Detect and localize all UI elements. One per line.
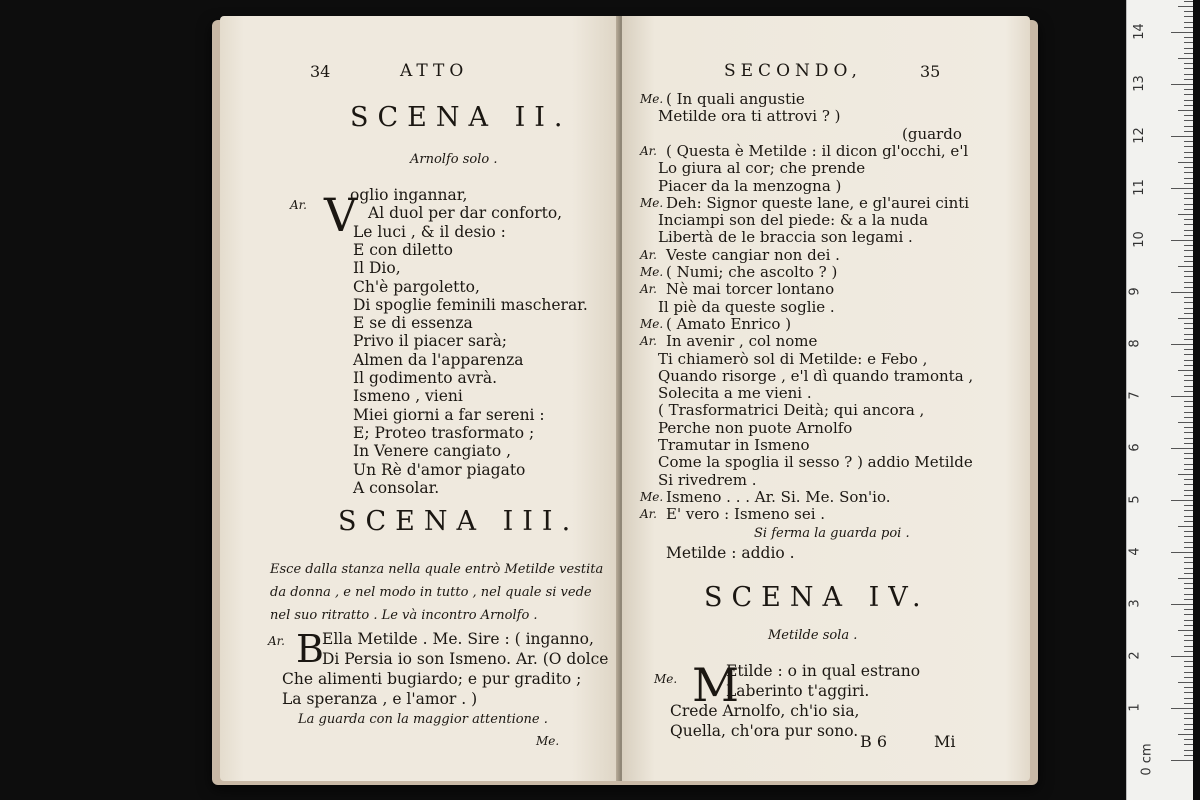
ruler-tick	[1184, 115, 1193, 116]
ruler-tick	[1184, 547, 1193, 548]
ruler-tick	[1184, 178, 1193, 179]
drop-cap-b: B	[296, 627, 324, 671]
ruler-label: 4	[1127, 547, 1143, 556]
ruler-tick	[1184, 432, 1193, 433]
ruler-tick	[1171, 760, 1193, 761]
ruler-tick	[1184, 609, 1193, 610]
dialogue-line: Ismeno . . . Ar. Si. Me. Son'io.	[666, 487, 891, 506]
speaker-tag: Ar.	[290, 198, 307, 212]
verse-line: Le luci , & il desio :	[353, 222, 506, 241]
ruler-tick	[1184, 443, 1193, 444]
right-page-number: 35	[920, 62, 941, 81]
ruler-tick	[1171, 84, 1193, 85]
speaker-tag: Ar.	[640, 247, 657, 262]
direction-line: Esce dalla stanza nella quale entrò Metilde vestita	[270, 562, 604, 577]
ruler-tick	[1178, 630, 1193, 631]
verse-line: Miei giorni a far sereni :	[353, 405, 545, 424]
ruler-tick	[1184, 100, 1193, 101]
ruler-tick	[1184, 516, 1193, 517]
ruler-tick	[1178, 214, 1193, 215]
ruler-tick	[1184, 141, 1193, 142]
ruler-tick	[1184, 256, 1193, 257]
scene-3-closing-direction: La guarda con la maggior attentione .	[298, 712, 548, 727]
ruler-tick	[1184, 661, 1193, 662]
ruler-tick	[1184, 1, 1193, 2]
ruler-tick	[1184, 724, 1193, 725]
ruler-label: 7	[1127, 391, 1143, 400]
ruler-tick	[1178, 578, 1193, 579]
ruler-tick	[1184, 542, 1193, 543]
ruler-tick	[1184, 224, 1193, 225]
verse-line: E con diletto	[353, 240, 453, 259]
direction-line: da donna , e nel modo in tutto , nel quale si vede	[270, 585, 592, 600]
scene-2-title: SCENA II.	[350, 102, 572, 133]
ruler-tick	[1184, 302, 1193, 303]
ruler-tick	[1184, 68, 1193, 69]
ruler-tick	[1171, 292, 1193, 293]
ruler-tick	[1184, 183, 1193, 184]
scene-4-direction: Metilde sola .	[768, 628, 858, 643]
speaker-tag: Me.	[640, 316, 664, 331]
ruler-tick	[1184, 588, 1193, 589]
verse-line: Crede Arnolfo, ch'io sia,	[670, 702, 860, 720]
speaker-tag: Me.	[640, 195, 664, 210]
dialogue-line: Veste cangiar non dei .	[666, 245, 840, 264]
ruler-tick	[1184, 484, 1193, 485]
ruler-tick	[1184, 297, 1193, 298]
ruler-tick	[1184, 635, 1193, 636]
verse-line: Quella, ch'ora pur sono.	[670, 722, 859, 740]
ruler-tick	[1184, 323, 1193, 324]
ruler-tick	[1184, 157, 1193, 158]
dialogue-line: In avenir , col nome	[666, 332, 818, 351]
ruler-label: 5	[1127, 495, 1143, 504]
verse-line: Di spoglie feminili mascherar.	[353, 295, 588, 314]
ruler-tick	[1171, 240, 1193, 241]
verse-line: Laberinto t'aggiri.	[726, 682, 870, 700]
verse-line: Di Persia io son Ismeno. Ar. (O dolce	[322, 650, 609, 668]
ruler-tick	[1171, 708, 1193, 709]
dialogue-line: ( Trasformatrici Deità; qui ancora ,	[658, 401, 925, 420]
dialogue-line: Come la spoglia il sesso ? ) addio Metilde	[658, 453, 973, 472]
ruler-tick	[1184, 698, 1193, 699]
stage-direction: Si ferma la guarda poi .	[754, 526, 910, 541]
ruler-tick	[1171, 448, 1193, 449]
ruler-label: 10	[1131, 231, 1147, 248]
ruler-tick	[1184, 687, 1193, 688]
ruler-tick	[1184, 230, 1193, 231]
ruler-tick	[1184, 677, 1193, 678]
ruler-tick	[1178, 734, 1193, 735]
left-running-header: ATTO	[400, 61, 469, 81]
ruler-tick	[1184, 739, 1193, 740]
ruler-tick	[1184, 599, 1193, 600]
ruler-tick	[1171, 500, 1193, 501]
dialogue-line: Metilde ora ti attrovi ? )	[658, 107, 841, 126]
ruler-tick	[1184, 204, 1193, 205]
ruler-tick	[1184, 614, 1193, 615]
left-page	[220, 16, 620, 781]
ruler-tick	[1184, 313, 1193, 314]
ruler-tick	[1184, 152, 1193, 153]
ruler-tick	[1178, 474, 1193, 475]
ruler-tick	[1178, 266, 1193, 267]
catchword: Mi	[934, 732, 956, 751]
ruler-tick	[1171, 344, 1193, 345]
dialogue-line: Piacer da la menzogna )	[658, 176, 842, 195]
ruler-tick	[1184, 718, 1193, 719]
right-page	[622, 16, 1030, 781]
ruler-tick	[1184, 308, 1193, 309]
ruler-tick	[1184, 339, 1193, 340]
ruler-tick	[1184, 672, 1193, 673]
ruler-tick	[1184, 334, 1193, 335]
speaker-tag: Ar.	[640, 334, 657, 349]
direction-line: nel suo ritratto . Le và incontro Arnolfo .	[270, 608, 538, 623]
ruler-tick	[1184, 126, 1193, 127]
ruler-tick	[1184, 79, 1193, 80]
speaker-tag: Ar.	[640, 507, 657, 522]
measuring-ruler	[1126, 0, 1193, 800]
ruler-tick	[1178, 318, 1193, 319]
dialogue-line: ( Questa è Metilde : il dicon gl'occhi, e'l	[666, 141, 969, 160]
ruler-label: 1	[1127, 703, 1143, 712]
speaker-tag: Me.	[654, 672, 678, 686]
ruler-tick	[1184, 172, 1193, 173]
right-running-header: SECONDO,	[724, 61, 862, 81]
ruler-tick	[1184, 713, 1193, 714]
ruler-tick	[1184, 557, 1193, 558]
dialogue-line: Tramutar in Ismeno	[658, 436, 810, 454]
verse-line: A consolar.	[353, 478, 440, 497]
ruler-label: 12	[1131, 127, 1147, 144]
ruler-tick	[1184, 703, 1193, 704]
verse-line: Ella Metilde . Me. Sire : ( inganno,	[322, 630, 594, 648]
ruler-tick	[1184, 594, 1193, 595]
ruler-tick	[1184, 94, 1193, 95]
verse-line: Ismeno , vieni	[353, 387, 463, 406]
ruler-tick	[1184, 469, 1193, 470]
ruler-tick	[1184, 386, 1193, 387]
ruler-tick	[1184, 360, 1193, 361]
ruler-tick	[1184, 131, 1193, 132]
ruler-tick	[1184, 105, 1193, 106]
ruler-tick	[1184, 391, 1193, 392]
dialogue-line: Libertà de le braccia son legami .	[658, 228, 913, 247]
signature-mark: B 6	[860, 732, 888, 751]
ruler-label: 11	[1131, 179, 1147, 196]
ruler-tick	[1184, 349, 1193, 350]
ruler-tick	[1184, 42, 1193, 43]
ruler-tick	[1184, 458, 1193, 459]
ruler-tick	[1184, 729, 1193, 730]
ruler-label: 9	[1127, 287, 1143, 296]
verse-line: Il Dio,	[353, 259, 401, 278]
ruler-tick	[1178, 58, 1193, 59]
ruler-tick	[1184, 666, 1193, 667]
ruler-tick	[1184, 261, 1193, 262]
ruler-tick	[1184, 380, 1193, 381]
ruler-tick	[1184, 536, 1193, 537]
ruler-tick	[1184, 568, 1193, 569]
ruler-tick	[1178, 370, 1193, 371]
ruler-tick	[1184, 625, 1193, 626]
ruler-tick	[1184, 531, 1193, 532]
ruler-label: 13	[1131, 75, 1147, 92]
dialogue-line: Si rivedrem .	[658, 470, 757, 489]
ruler-tick	[1184, 11, 1193, 12]
verse-line: Un Rè d'amor piagato	[353, 460, 526, 479]
dialogue-line: Solecita a me vieni .	[658, 384, 812, 403]
closing-line: Metilde : addio .	[666, 544, 795, 562]
ruler-tick	[1184, 245, 1193, 246]
dialogue-line: Il piè da queste soglie .	[658, 297, 835, 316]
ruler-tick	[1178, 110, 1193, 111]
ruler-tick	[1184, 479, 1193, 480]
dialogue-line: Ti chiamerò sol di Metilde: e Febo ,	[658, 349, 928, 368]
scene-4-title: SCENA IV.	[704, 582, 930, 613]
dialogue-line: E' vero : Ismeno sei .	[666, 505, 826, 524]
ruler-tick	[1178, 162, 1193, 163]
ruler-tick	[1184, 427, 1193, 428]
ruler-tick	[1171, 552, 1193, 553]
verse-line: In Venere cangiato ,	[353, 442, 512, 461]
ruler-tick	[1184, 250, 1193, 251]
speaker-tag: Ar.	[640, 143, 657, 158]
scene-2-direction: Arnolfo solo .	[410, 152, 498, 167]
ruler-tick	[1171, 656, 1193, 657]
ruler-tick	[1171, 396, 1193, 397]
ruler-tick	[1184, 620, 1193, 621]
ruler-label: 0 cm	[1139, 743, 1155, 776]
ruler-tick	[1184, 282, 1193, 283]
ruler-tick	[1171, 188, 1193, 189]
ruler-tick	[1184, 401, 1193, 402]
ruler-tick	[1184, 583, 1193, 584]
ruler-tick	[1184, 16, 1193, 17]
verse-line: Che alimenti bugiardo; e pur gradito ;	[282, 670, 582, 688]
ruler-label: 6	[1127, 443, 1143, 452]
ruler-tick	[1171, 136, 1193, 137]
ruler-tick	[1184, 209, 1193, 210]
scene-3-title: SCENA III.	[338, 506, 580, 537]
drop-cap-m: M	[692, 658, 740, 712]
ruler-tick	[1184, 198, 1193, 199]
ruler-tick	[1184, 271, 1193, 272]
ruler-tick	[1184, 89, 1193, 90]
ruler-tick	[1171, 32, 1193, 33]
dialogue-line: Quando risorge , e'l dì quando tramonta ,	[658, 366, 974, 385]
ruler-tick	[1184, 27, 1193, 28]
ruler-tick	[1184, 406, 1193, 407]
ruler-tick	[1184, 692, 1193, 693]
ruler-tick	[1184, 375, 1193, 376]
catchword: Me.	[536, 734, 560, 748]
ruler-tick	[1184, 146, 1193, 147]
verse-line: Etilde : o in qual estrano	[726, 662, 921, 680]
ruler-tick	[1178, 526, 1193, 527]
ruler-tick	[1184, 453, 1193, 454]
ruler-tick	[1184, 750, 1193, 751]
ruler-tick	[1178, 6, 1193, 7]
ruler-tick	[1184, 521, 1193, 522]
ruler-label: 2	[1127, 651, 1143, 660]
ruler-tick	[1184, 120, 1193, 121]
ruler-tick	[1184, 276, 1193, 277]
ruler-tick	[1184, 510, 1193, 511]
ruler-tick	[1184, 755, 1193, 756]
ruler-tick	[1184, 573, 1193, 574]
ruler-tick	[1184, 495, 1193, 496]
dialogue-line: ( In quali angustie	[666, 90, 805, 108]
speaker-tag: Ar.	[640, 282, 657, 297]
ruler-tick	[1171, 604, 1193, 605]
ruler-tick	[1178, 682, 1193, 683]
ruler-tick	[1184, 505, 1193, 506]
ruler-tick	[1184, 37, 1193, 38]
ruler-tick	[1184, 74, 1193, 75]
dialogue-line: Inciampi son del piede: & a la nuda	[658, 211, 929, 230]
ruler-tick	[1184, 354, 1193, 355]
ruler-tick	[1184, 651, 1193, 652]
speaker-tag: Me.	[640, 265, 664, 279]
dialogue-line: (guardo	[902, 124, 962, 143]
ruler-tick	[1178, 422, 1193, 423]
dialogue-line: Nè mai torcer lontano	[666, 280, 835, 299]
verse-line: oglio ingannar,	[350, 186, 468, 204]
ruler-tick	[1184, 22, 1193, 23]
ruler-tick	[1184, 744, 1193, 745]
ruler-tick	[1184, 48, 1193, 49]
ruler-tick	[1184, 167, 1193, 168]
ruler-tick	[1184, 490, 1193, 491]
ruler-tick	[1184, 53, 1193, 54]
ruler-tick	[1184, 464, 1193, 465]
ruler-tick	[1184, 646, 1193, 647]
ruler-tick	[1184, 412, 1193, 413]
ruler-label: 8	[1127, 339, 1143, 348]
dialogue-line: Perche non puote Arnolfo	[658, 418, 853, 437]
speaker-tag: Me.	[640, 489, 664, 504]
verse-line: Ch'è pargoletto,	[353, 277, 480, 296]
left-page-number: 34	[310, 62, 331, 81]
verse-line: Al duol per dar conforto,	[368, 204, 563, 223]
ruler-tick	[1184, 328, 1193, 329]
ruler-tick	[1184, 219, 1193, 220]
ruler-tick	[1184, 640, 1193, 641]
ruler-label: 14	[1131, 23, 1147, 40]
ruler-tick	[1184, 235, 1193, 236]
dialogue-line: Lo giura al cor; che prende	[658, 159, 866, 178]
ruler-label: 3	[1127, 599, 1143, 608]
verse-line: Il godimento avrà.	[353, 369, 498, 387]
speaker-tag: Ar.	[268, 634, 285, 648]
dialogue-line: Deh: Signor queste lane, e gl'aurei cinti	[666, 193, 970, 212]
ruler-tick	[1184, 63, 1193, 64]
verse-line: La speranza , e l'amor . )	[282, 690, 478, 708]
verse-line: E; Proteo trasformato ;	[353, 423, 535, 442]
drop-cap-v: V	[324, 188, 358, 242]
dialogue-line: ( Amato Enrico )	[666, 314, 792, 333]
ruler-tick	[1184, 438, 1193, 439]
ruler-tick	[1184, 193, 1193, 194]
speaker-tag: Me.	[640, 92, 664, 106]
dialogue-line: ( Numi; che ascolto ? )	[666, 263, 838, 281]
ruler-tick	[1184, 287, 1193, 288]
ruler-tick	[1184, 562, 1193, 563]
verse-line: Almen da l'apparenza	[353, 350, 524, 369]
verse-line: E se di essenza	[353, 314, 473, 333]
ruler-tick	[1184, 365, 1193, 366]
ruler-tick	[1184, 417, 1193, 418]
verse-line: Privo il piacer sarà;	[353, 332, 508, 351]
